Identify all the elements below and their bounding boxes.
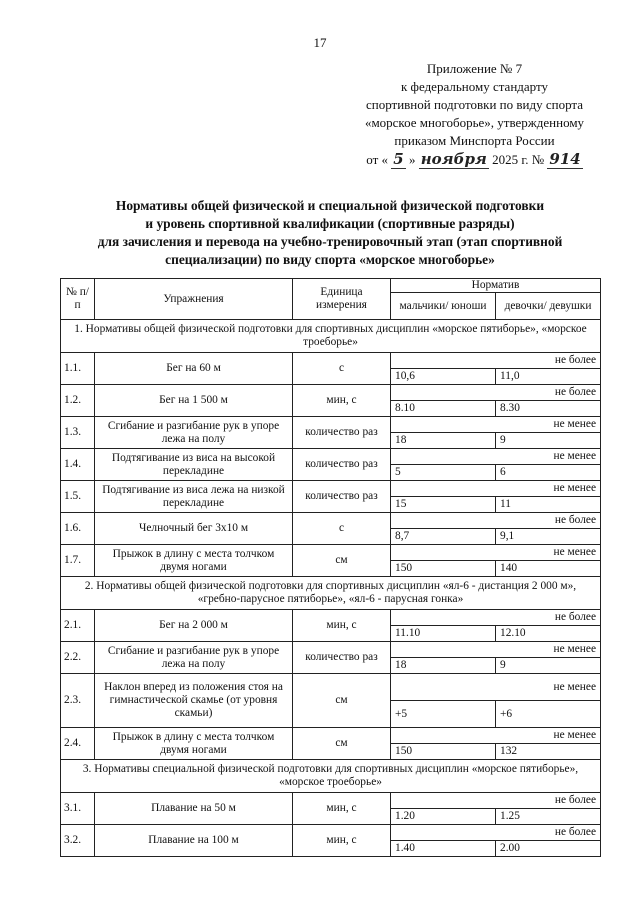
girls-value: 9 [496,658,601,674]
girls-value: 2.00 [496,841,601,857]
appendix-line: Приложение № 7 [426,61,523,76]
unit-cell: см [293,728,391,760]
title-line: специализации) по виду спорта «морское многоборье» [165,252,495,267]
boys-value: 8.10 [391,401,496,417]
exercise-cell: Челночный бег 3х10 м [95,513,293,545]
boys-value: 18 [391,433,496,449]
girls-value: 11 [496,497,601,513]
boys-value: 150 [391,561,496,577]
unit-cell: количество раз [293,642,391,674]
table-row [61,353,601,369]
row-number: 2.3. [61,674,95,728]
exercise-cell: Наклон вперед из положения стоя на гимнастической скамье (от уровня скамьи) [95,674,293,728]
girls-value: 132 [496,744,601,760]
header-norm: Норматив [391,279,601,293]
boys-value: 15 [391,497,496,513]
row-number: 1.6. [61,513,95,545]
title-line: Нормативы общей физической и специальной физической подготовки [115,198,545,213]
unit-cell: мин, с [293,793,391,825]
girls-value: 8.30 [496,401,601,417]
row-number: 2.2. [61,642,95,674]
title-line: и уровень спортивной квалификации (спортивные разряды) [145,216,515,231]
girls-value: 9 [496,433,601,449]
row-number: 2.4. [61,728,95,760]
boys-value: 5 [391,465,496,481]
header-girls: девочки/ девушки [496,293,601,320]
date-mid: » [408,152,416,167]
norm-condition: не более [391,610,601,626]
handwritten-order-number: 914 [549,150,581,168]
norm-condition: не более [391,793,601,809]
exercise-cell: Бег на 2 000 м [95,610,293,642]
table-row [61,385,601,401]
appendix-line: приказом Минспорта России [394,133,555,148]
appendix-line: к федеральному стандарту [400,79,549,94]
table-row [61,793,601,809]
row-number: 1.5. [61,481,95,513]
norm-condition: не более [391,825,601,841]
exercise-cell: Подтягивание из виса лежа на низкой перекладине [95,481,293,513]
header-exercise: Упражнения [95,279,293,320]
norms-table [60,278,601,857]
table-row [61,674,601,701]
exercise-cell: Бег на 1 500 м [95,385,293,417]
unit-cell: с [293,513,391,545]
norm-condition: не менее [391,417,601,433]
norm-condition: не более [391,513,601,529]
row-number: 3.1. [61,793,95,825]
girls-value: 140 [496,561,601,577]
unit-cell: мин, с [293,610,391,642]
table-row [61,417,601,433]
document-title [40,197,620,269]
exercise-cell: Плавание на 50 м [95,793,293,825]
boys-value: 1.20 [391,809,496,825]
exercise-cell: Подтягивание из виса на высокой перекладине [95,449,293,481]
appendix-block [337,60,612,169]
norm-condition: не менее [391,481,601,497]
girls-value: 1.25 [496,809,601,825]
section-title: 1. Нормативы общей физической подготовки для спортивных дисциплин «морское пятиборье», «морское троеборье» [61,320,601,353]
appendix-line: спортивной подготовки по виду спорта [365,97,584,112]
appendix-line: «морское многоборье», утвержденному [364,115,585,130]
row-number: 1.4. [61,449,95,481]
girls-value: +6 [496,701,601,728]
table-row [61,728,601,744]
row-number: 3.2. [61,825,95,857]
section-title: 2. Нормативы общей физической подготовки для спортивных дисциплин «ял-6 - дистанция 2 000 м», «гребно-парусное пятиборье», «ял-6 - парусная гонка» [61,577,601,610]
row-number: 1.2. [61,385,95,417]
girls-value: 6 [496,465,601,481]
norm-condition: не менее [391,449,601,465]
header-unit: Единица измерения [293,279,391,320]
boys-value: 8,7 [391,529,496,545]
norm-condition: не более [391,385,601,401]
boys-value: 1.40 [391,841,496,857]
unit-cell: количество раз [293,417,391,449]
unit-cell: мин, с [293,825,391,857]
girls-value: 11,0 [496,369,601,385]
norm-condition: не более [391,353,601,369]
exercise-cell: Бег на 60 м [95,353,293,385]
order-date-line [337,150,612,169]
unit-cell: количество раз [293,481,391,513]
boys-value: +5 [391,701,496,728]
unit-cell: с [293,353,391,385]
boys-value: 10,6 [391,369,496,385]
unit-cell: мин, с [293,385,391,417]
unit-cell: см [293,545,391,577]
header-boys: мальчики/ юноши [391,293,496,320]
exercise-cell: Плавание на 100 м [95,825,293,857]
exercise-cell: Прыжок в длину с места толчком двумя ногами [95,728,293,760]
norm-condition: не менее [391,545,601,561]
section-row [61,760,601,793]
table-row [61,449,601,465]
girls-value: 9,1 [496,529,601,545]
boys-value: 18 [391,658,496,674]
year-text: 2025 г. № [492,152,545,167]
section-title: 3. Нормативы специальной физической подготовки для спортивных дисциплин «морское пятиборье», «морское троеборье» [61,760,601,793]
header-num: № п/п [61,279,95,320]
exercise-cell: Сгибание и разгибание рук в упоре лежа на полу [95,417,293,449]
date-prefix: от « [366,152,389,167]
table-row [61,545,601,561]
row-number: 1.7. [61,545,95,577]
norm-condition: не менее [391,674,601,701]
row-number: 1.1. [61,353,95,385]
table-row [61,825,601,841]
row-number: 1.3. [61,417,95,449]
girls-value: 12.10 [496,626,601,642]
section-row [61,320,601,353]
table-body [61,320,601,857]
boys-value: 11.10 [391,626,496,642]
norm-condition: не менее [391,642,601,658]
boys-value: 150 [391,744,496,760]
table-row [61,642,601,658]
unit-cell: количество раз [293,449,391,481]
table-row [61,513,601,529]
table-row [61,481,601,497]
handwritten-day: 5 [393,150,404,168]
unit-cell: см [293,674,391,728]
table-row [61,610,601,626]
section-row [61,577,601,610]
norm-condition: не менее [391,728,601,744]
exercise-cell: Сгибание и разгибание рук в упоре лежа на полу [95,642,293,674]
exercise-cell: Прыжок в длину с места толчком двумя ногами [95,545,293,577]
page-number: 17 [313,35,327,50]
row-number: 2.1. [61,610,95,642]
handwritten-month: ноября [420,150,487,168]
title-line: для зачисления и перевода на учебно-тренировочный этап (этап спортивной [97,234,563,249]
